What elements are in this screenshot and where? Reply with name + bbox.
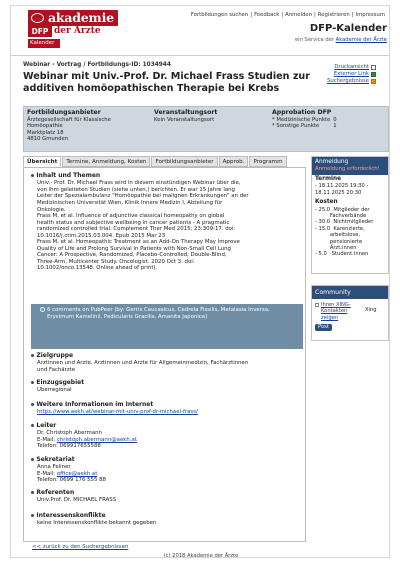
sekretariat-title: Sekretariat xyxy=(36,456,75,463)
anmeldung-title: Anmeldung xyxy=(315,159,349,165)
leiter-email-label: E-Mail: xyxy=(37,436,56,443)
app-title: DFP-Kalender xyxy=(309,23,387,34)
event-title: Webinar mit Univ.-Prof. Dr. Michael Frass Studien zur additiven homöopathischen Therapie bei Krebs xyxy=(23,71,310,94)
tab-approbation[interactable]: Approb. xyxy=(219,156,249,167)
leiter-phone: Telefon: 069917655588 xyxy=(37,443,101,450)
page xyxy=(10,5,390,558)
leiter-body xyxy=(31,430,303,450)
section-heading xyxy=(31,512,303,519)
akademie-link[interactable]: Akademie der Ärzte xyxy=(335,37,387,43)
kosten-line: - 25.0 Mitglieder der xyxy=(315,206,370,213)
logo-line1: akademie xyxy=(48,10,114,25)
inhalt-line: Quality of Life and Prolong Survival in Patients with Non-Small Cell Lung xyxy=(37,245,231,252)
kosten-line: Fachverbände xyxy=(315,213,367,220)
sekretariat-name: Anna Feliner xyxy=(37,464,71,471)
bullet-icon xyxy=(31,514,34,517)
nav-impressum[interactable]: Impressum xyxy=(355,12,385,18)
logo-badge: DFP xyxy=(28,26,52,37)
approval-row-label: * Sonstige Punkte xyxy=(272,123,320,130)
venue-value: Kein Veranstaltungsort xyxy=(154,116,215,123)
termine-title: Termine xyxy=(315,176,342,182)
pubpeer-line xyxy=(40,307,298,314)
referenten-value: Univ.Prof. Dr. MICHAEL FRASS xyxy=(37,497,117,504)
kosten-line: arbeitslose, xyxy=(315,232,360,239)
kosten-line: Ärzt:innen xyxy=(315,245,357,252)
page-links xyxy=(327,64,376,85)
inhalt-line: Univ.- Prof. Dr. Michael Frass wird in diesem einstündigen Webinar über die, xyxy=(37,180,241,187)
section-inhalt xyxy=(31,172,303,272)
leiter-name: Dr. Christoph Abermann xyxy=(37,430,102,437)
inhalt-line: randomized controlled trial. Complement Ther Med 2015; 23:309-17. doi: xyxy=(37,226,236,233)
approval-row xyxy=(272,117,340,124)
leiter-title: Leiter xyxy=(36,422,57,429)
kosten-line: - 15.0 Karenzierte, xyxy=(315,225,365,232)
approval-row-label: * Medizinische Punkte xyxy=(272,116,331,123)
community-title: Community xyxy=(312,286,388,299)
referenten-body xyxy=(31,497,303,504)
bullet-icon xyxy=(31,403,34,406)
bullet-icon xyxy=(31,491,34,494)
print-view-link[interactable]: Druckansicht xyxy=(334,64,369,70)
section-interessenskonflikte xyxy=(31,512,303,527)
section-referenten xyxy=(31,489,303,504)
approval-label: Approbation DFP xyxy=(272,109,332,116)
inhalt-line: 10.1016/j.ctim.2015.03.004. Epub 2015 Mar 23 xyxy=(37,232,166,239)
bullet-icon xyxy=(31,381,34,384)
bullet-icon xyxy=(31,354,34,357)
event-kind-line: Webinar - Vortrag / Fortbildungs-ID: 1034944 xyxy=(23,62,171,68)
inhalt-title: Inhalt und Themen xyxy=(36,172,101,179)
kosten-line: pensionierte xyxy=(315,238,363,245)
interessen-value: keine Interessenskonflikte bekannt gegeben xyxy=(37,520,157,527)
header xyxy=(11,6,390,56)
tab-bar xyxy=(23,156,287,167)
section-leiter xyxy=(31,422,303,450)
tab-termine[interactable]: Termine, Anmeldung, Kosten xyxy=(62,156,150,167)
approval-row-value: 0 xyxy=(333,116,337,123)
inhalt-line: Frass M, et al. Homeopathic Treatment as an Add-On Therapy May Improve xyxy=(37,239,240,246)
bullet-icon xyxy=(31,424,34,427)
inhalt-line: 10.1002/onco.13548. Online ahead of print). xyxy=(37,265,158,272)
inhalt-line: von ihm geleiteten Studien (siehe unten,) berichten. Er war 15 Jahre lang xyxy=(37,186,235,193)
logo-wordmark xyxy=(28,10,118,26)
termine-line: - 18.11.2025 19:30 - xyxy=(315,183,369,190)
sekretariat-email-link[interactable]: office@aekh.at xyxy=(56,470,98,477)
interessen-title: Interessenskonflikte xyxy=(36,512,106,519)
provider-label: Fortbildungsanbieter xyxy=(27,109,101,116)
provider-line: Marktplatz 18 xyxy=(27,129,64,136)
footer: (c) 2018 Akademie der Ärzte xyxy=(163,553,239,558)
inhalt-line: Three-Arm, Multicenter Study. Oncologist. 2020 Oct 3. doi: xyxy=(37,258,195,265)
provider-line: Ärztegesellschaft für Klassische xyxy=(27,116,111,123)
weitere-body xyxy=(31,409,303,416)
approval-row-value: 1 xyxy=(333,123,337,130)
section-weitere-infos xyxy=(31,401,303,416)
inhalt-line: health status and subjective wellbeing in cancer patients - A pragmatic xyxy=(37,219,230,226)
section-sekretariat xyxy=(31,456,303,484)
approval-block xyxy=(272,110,388,130)
bullet-icon xyxy=(31,458,34,461)
overview-panel xyxy=(23,167,306,542)
sekretariat-body xyxy=(31,464,303,484)
back-to-results-link[interactable]: << zurück zu den Suchergebnissen xyxy=(32,544,129,550)
referenten-title: Referenten xyxy=(36,489,75,496)
section-heading xyxy=(31,379,303,386)
leiter-email-link[interactable]: christoph.abermann@aekh.at xyxy=(56,436,137,443)
zielgruppe-title: Zielgruppe xyxy=(36,352,74,359)
provider-line: Homöopathie xyxy=(27,123,63,130)
logo[interactable] xyxy=(28,10,118,52)
xing-share-link[interactable]: Ihren XING-Kontakten zeigen xyxy=(321,302,351,321)
nav-registrieren[interactable]: Registrieren xyxy=(317,12,350,18)
info-box xyxy=(23,106,389,152)
weitere-title: Weitere Informationen im Internet xyxy=(36,401,154,408)
inhalt-line: Leiter der Spezialambulanz "Homöopathie bei malignen Erkrankungen" an der xyxy=(37,193,249,200)
einzugsgebiet-title: Einzugsgebiet xyxy=(36,379,85,386)
pubpeer-icon xyxy=(40,307,45,312)
xing-post-button[interactable]: Post xyxy=(315,324,332,331)
pubpeer-line1: 6 comments on PubPeer (by: Gerris Caucasicus, Cedrela Fissilis, Metalasia Inversa, xyxy=(47,307,270,313)
logo-line2: der Ärzte xyxy=(54,26,101,36)
kosten-line: - 30.0 Nichtmitglieder xyxy=(315,219,374,226)
external-link-icon xyxy=(371,72,376,77)
section-heading xyxy=(31,401,303,408)
sekretariat-email-label: E-Mail: xyxy=(37,470,56,477)
interessen-body xyxy=(31,520,303,527)
xing-icon xyxy=(315,303,319,307)
approval-row xyxy=(272,123,340,130)
provider-line: 4810 Gmunden xyxy=(27,136,69,143)
venue-label: Veranstaltungsort xyxy=(154,109,218,116)
app-sub-prefix: ein Service der xyxy=(294,37,334,43)
pubpeer-line2: Erysimum Kamelinii, Pedicularis Gracilis, Amanita Japonica) xyxy=(47,314,208,320)
einzugsgebiet-value: Überregional xyxy=(37,387,72,394)
kosten-line: - 5.0 Student:innen xyxy=(315,251,369,258)
section-heading xyxy=(31,489,303,496)
app-subtitle xyxy=(295,37,387,43)
nav-fortbildungen-suchen[interactable]: Fortbildungen suchen xyxy=(190,12,249,18)
sekretariat-phone: Telefon: 0699 176 555 88 xyxy=(37,477,106,484)
provider-block xyxy=(27,110,145,143)
pubpeer-box[interactable] xyxy=(31,304,303,349)
termine-line: 18.11.2025 20:30 xyxy=(315,189,362,196)
logo-sub: Kalender xyxy=(28,39,60,48)
einzugsgebiet-body xyxy=(31,387,303,394)
sidebar-registration xyxy=(311,156,389,274)
external-link[interactable]: Externer Link xyxy=(333,71,369,77)
xing-label: Xing xyxy=(365,307,377,313)
inhalt-line: Medizinischen Universität Wien, Klinik Innere Medizin I, Abteilung für xyxy=(37,199,223,206)
tab-programm[interactable]: Programm xyxy=(249,156,286,167)
nav-anmelden[interactable]: Anmelden xyxy=(285,12,312,18)
inhalt-line: Cancer: A Prospective, Randomized, Placebo-Controlled, Double-Blind, xyxy=(37,252,227,259)
zielgruppe-line: Ärztinnen und Ärzte, Ärztinnen und Ärzte für Allgemeinmedizin, Fachärztinnen xyxy=(37,360,249,367)
community-body xyxy=(312,299,388,332)
top-nav: Fortbildungen suchen | Feedback | Anmelden | Registrieren | Impressum xyxy=(190,12,385,18)
inhalt-line: Onkologie. xyxy=(37,206,66,213)
section-zielgruppe xyxy=(31,352,303,373)
inhalt-line: Frass M, et al. Influence of adjunctive classical homeopathy on global xyxy=(37,213,225,220)
kosten-title: Kosten xyxy=(315,199,338,206)
section-heading xyxy=(31,352,303,359)
print-icon xyxy=(371,65,376,70)
section-einzugsgebiet xyxy=(31,379,303,394)
section-heading xyxy=(31,172,303,179)
inhalt-body xyxy=(31,180,303,272)
zielgruppe-line: und Fachärzte xyxy=(37,366,76,373)
approval-table xyxy=(272,117,340,130)
zielgruppe-body xyxy=(31,360,303,373)
anmeldung-note: Anmeldung erforderlich! xyxy=(315,166,380,172)
bullet-icon xyxy=(31,174,34,177)
termine-body xyxy=(312,175,388,259)
anmeldung-header xyxy=(312,157,388,175)
rss-icon xyxy=(371,79,376,84)
venue-block xyxy=(154,110,264,123)
section-heading xyxy=(31,422,303,429)
sidebar-community xyxy=(311,285,389,341)
section-heading xyxy=(31,456,303,463)
search-results-link[interactable]: Suchergebnisse xyxy=(327,78,369,84)
nav-feedback[interactable]: Feedback xyxy=(254,12,280,18)
weitere-info-link[interactable]: https://www.aekh.at/webinar-mit-univ-prof-dr-michael-frass/ xyxy=(37,409,198,416)
tab-fortbildungsanbieter[interactable]: Fortbildungsanbieter xyxy=(151,156,217,167)
logo-ring-icon xyxy=(31,13,44,23)
tab-uebersicht[interactable]: Übersicht xyxy=(23,156,61,167)
